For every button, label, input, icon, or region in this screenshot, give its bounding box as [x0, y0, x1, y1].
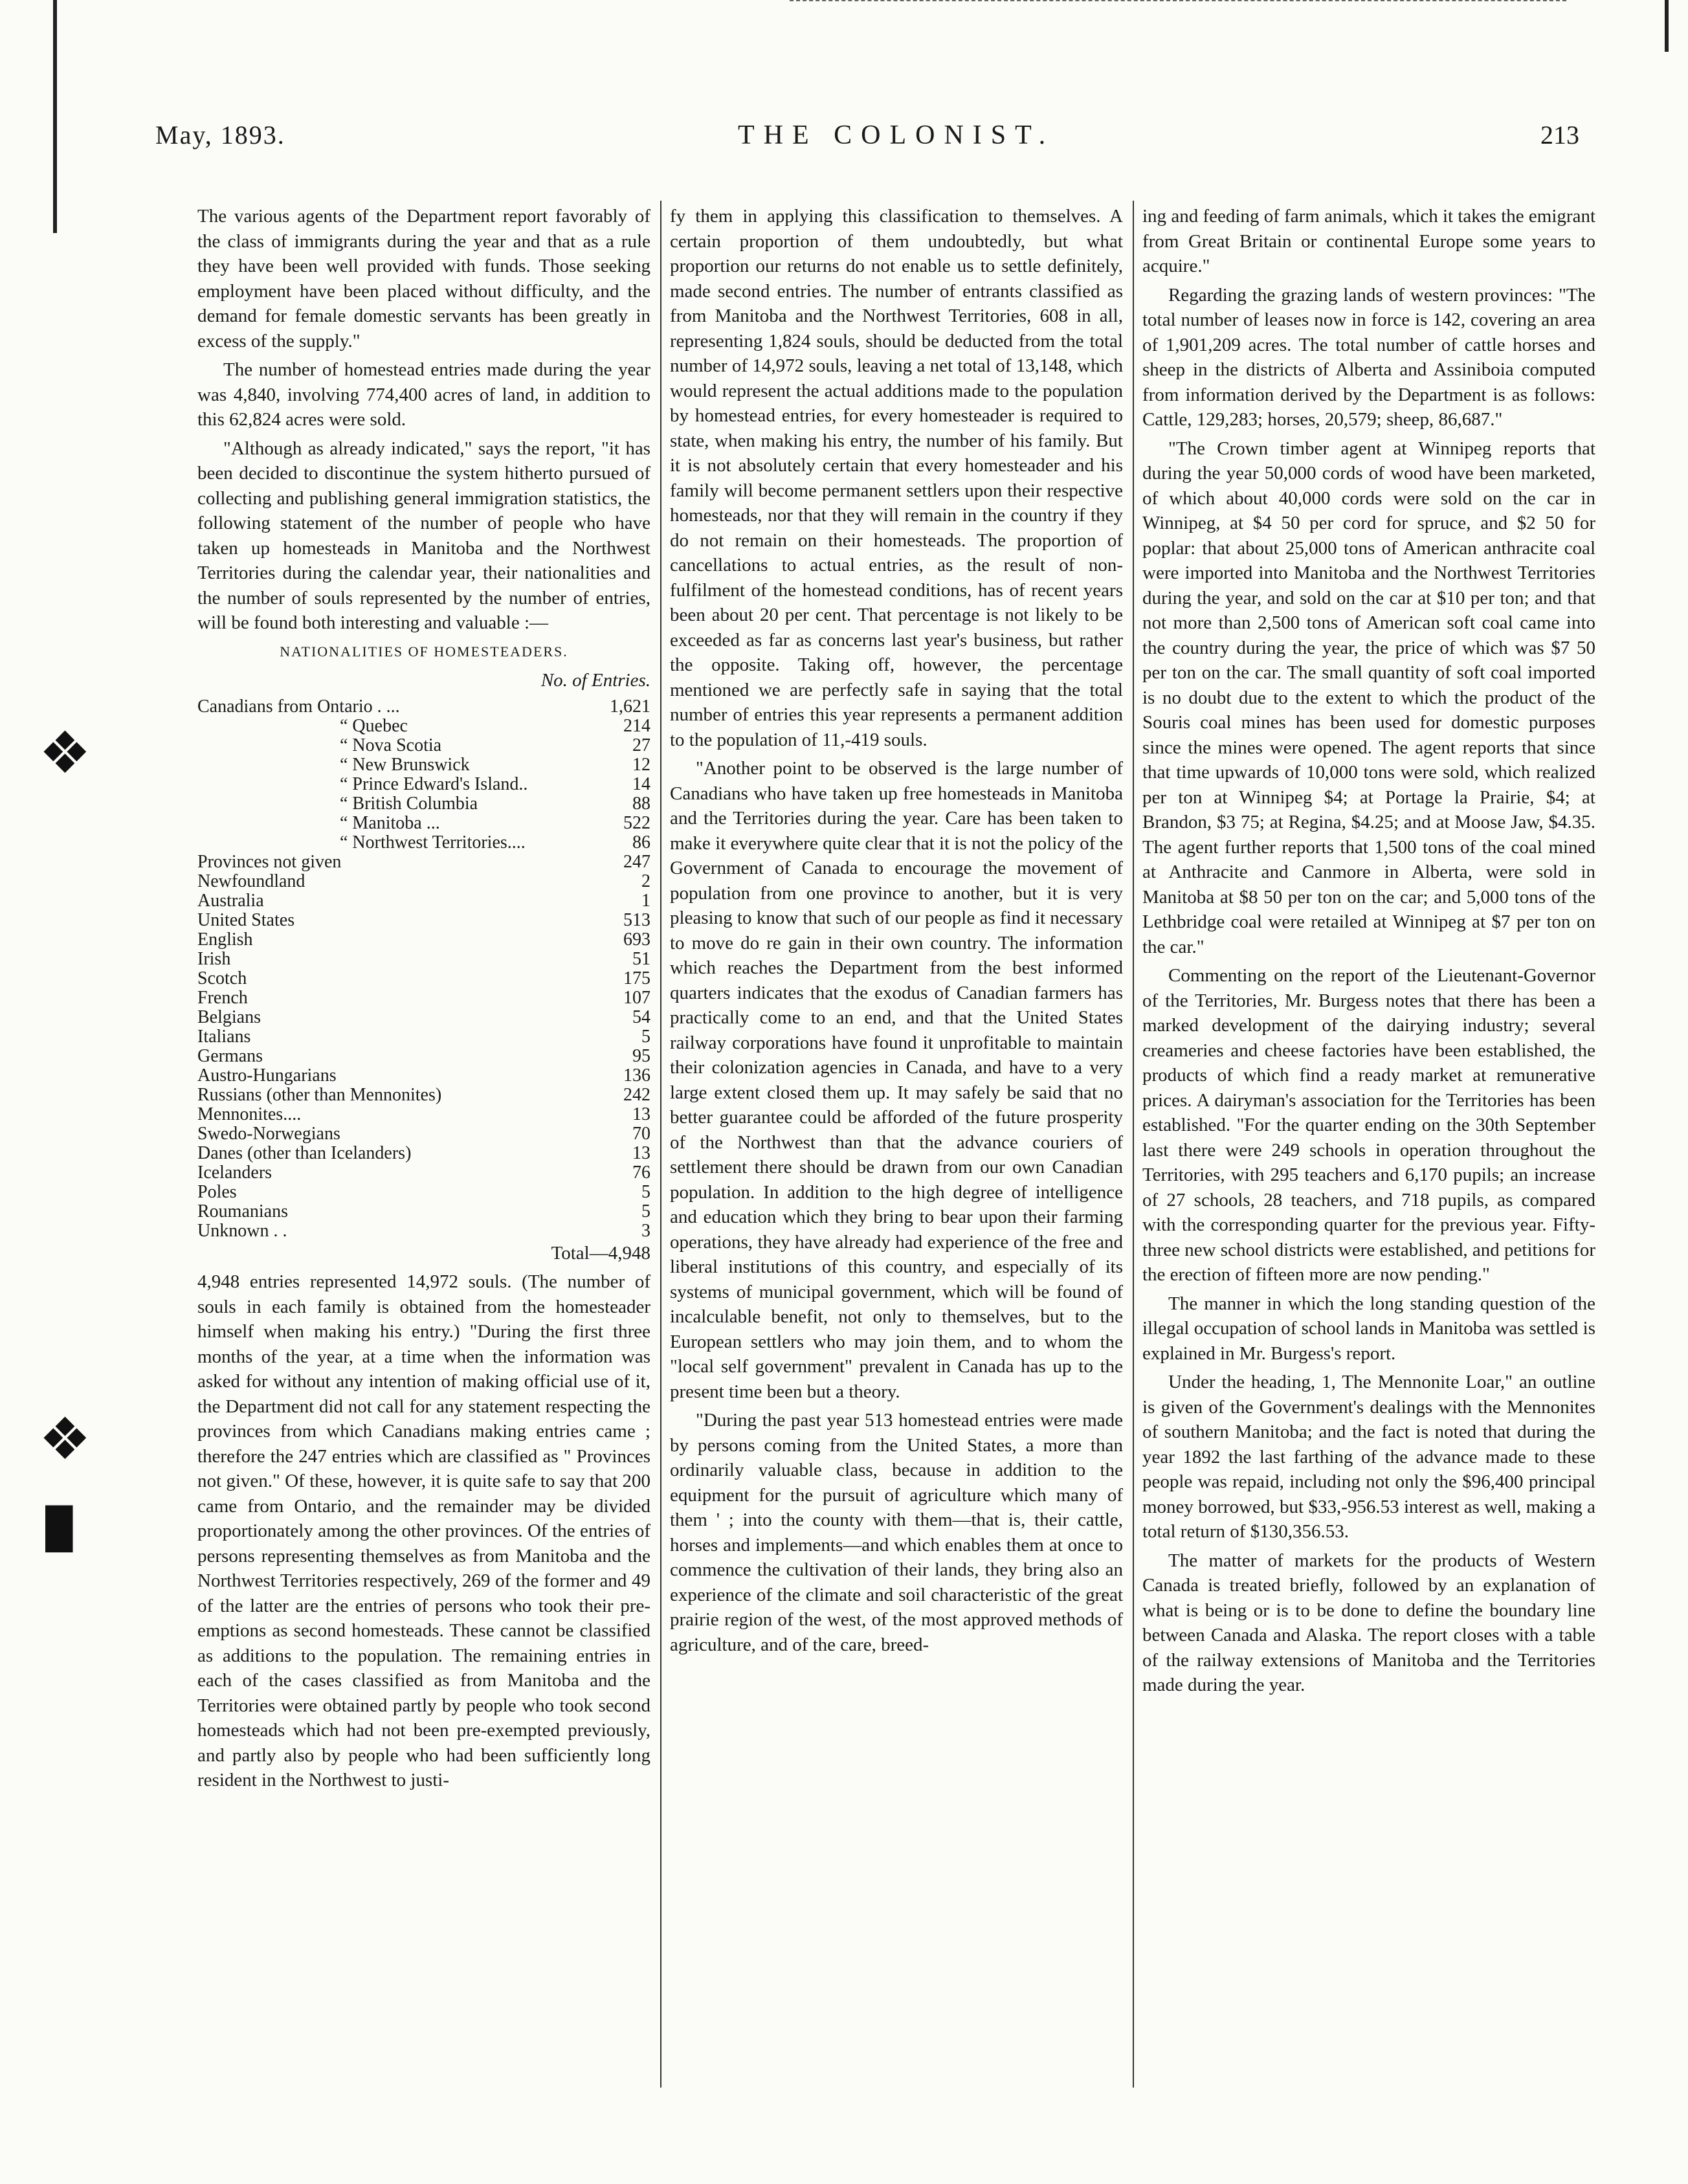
table-row — [197, 736, 650, 755]
entry-count: 214 — [623, 715, 650, 736]
entry-count: 70 — [632, 1123, 650, 1144]
table-row — [197, 930, 650, 950]
nationality-name: “ British Columbia — [340, 793, 478, 814]
table-row — [197, 1086, 650, 1105]
table-row — [197, 1221, 650, 1241]
entry-count: 107 — [623, 987, 650, 1008]
column-rule — [660, 201, 661, 2088]
table-row — [197, 717, 650, 736]
table-row — [197, 814, 650, 833]
paragraph: ing and feeding of farm animals, which it takes the emigrant from Great Britain or continental Europe some years to acquire." — [1142, 206, 1595, 276]
nationality-name: Unknown . . — [197, 1220, 287, 1241]
paragraph: "The Crown timber agent at Winnipeg reports that during the year 50,000 cords of wood have been marketed, of which about 40,000 cords were sold on the car in Winnipeg, at $4 50 per cord for spruce, and $2 50 for poplar: that about 25,000 tons of American anthracite coal were imported into Manitoba and the Northwest Territories during the year, and sold on the car at $10 per ton; and that not more than 2,500 tons of American soft coal came into the country during the year, the price of which was $7 50 per ton on the car. The small quantity of soft coal imported is no doubt due to the extent to which the product of the Souris coal mines has been used for domestic purposes since the mines were opened. The agent reports that since that time upwards of 10,000 tons were sold, which realized per ton at Winnipeg $4; at Portage la Prairie, $4; at Brandon, $3 75; at Regina, $4.25; and at Moose Jaw, $4.35. The agent further reports that 1,500 tons of the coal mined at Anthracite and Canmore in Alberta, were sold in Manitoba at $8 50 per ton on the car; and 5,000 tons of the Lethbridge coal were retailed at Winnipeg at $7 per ton on the car." — [1142, 438, 1595, 957]
nationality-name: Provinces not given — [197, 851, 342, 872]
column-1 — [197, 204, 650, 1797]
nationality-name: Swedo-Norwegians — [197, 1123, 340, 1144]
table-total: Total—4,948 — [551, 1242, 650, 1264]
nationality-name: “ New Brunswick — [340, 754, 470, 775]
table-row — [197, 891, 650, 911]
entry-count: 247 — [623, 851, 650, 872]
table-row — [197, 1202, 650, 1221]
nationality-name: Irish — [197, 948, 231, 969]
table-row — [197, 1027, 650, 1047]
nationalities-table — [197, 697, 650, 1241]
paragraph: Under the heading, 1, The Mennonite Loar," an outline is given of the Government's dealings with the Mennonites of southern Manitoba; and the fact is noted that during the year 1892 the last farthing of the advance made to these people was repaid, including not only the $96,400 principal money borrowed, but $33,-956.53 interest as well, making a total return of $130,356.53. — [1142, 1372, 1595, 1542]
table-row — [197, 1105, 650, 1124]
entry-count: 5 — [641, 1181, 650, 1202]
table-row — [197, 1066, 650, 1086]
nationality-name: Russians (other than Mennonites) — [197, 1084, 442, 1105]
table-row — [197, 1124, 650, 1144]
entry-count: 3 — [641, 1220, 650, 1241]
nationality-name: English — [197, 929, 253, 950]
nationality-name: “ Prince Edward's Island.. — [340, 774, 528, 794]
right-margin-mark — [1665, 0, 1669, 52]
paragraph: The manner in which the long standing question of the illegal occupation of school lands in Manitoba was settled is explained in Mr. Burgess's report. — [1142, 1293, 1595, 1364]
entry-count: 14 — [632, 774, 650, 794]
nationality-name: Canadians from Ontario . ... — [197, 696, 400, 717]
entry-count: 522 — [623, 812, 650, 833]
entry-count: 693 — [623, 929, 650, 950]
left-margin-mark — [53, 0, 57, 233]
paragraph: "Although as already indicated," says the report, "it has been decided to discontinue the system hitherto pursued of collecting and publishing general immigration statistics, the following statement of the number of people who have taken up homesteads in Manitoba and the Northwest Territories during the calendar year, their nationalities and the number of souls represented by the number of entries, will be found both interesting and valuable :— — [197, 438, 650, 633]
page-header — [155, 120, 1579, 159]
entry-count: 51 — [632, 948, 650, 969]
entry-count: 54 — [632, 1007, 650, 1027]
top-edge-marks — [790, 0, 1566, 8]
table-row — [197, 794, 650, 814]
entry-count: 12 — [632, 754, 650, 775]
entry-count: 95 — [632, 1045, 650, 1066]
nationality-name: French — [197, 987, 248, 1008]
paragraph: The matter of markets for the products of Western Canada is treated briefly, followed by an explanation of what is being or is to be done to define the boundary line between Canada and Alaska. The report closes with a table of the railway extensions of Manitoba and the Territories made during the year. — [1142, 1550, 1595, 1695]
entry-count: 513 — [623, 909, 650, 930]
table-row — [197, 852, 650, 872]
entry-count: 1,621 — [610, 696, 650, 717]
nationality-name: Germans — [197, 1045, 263, 1066]
nationality-name: “ Northwest Territories.... — [340, 832, 526, 852]
entry-count: 175 — [623, 968, 650, 988]
table-row — [197, 1163, 650, 1183]
paragraph: The number of homestead entries made during the year was 4,840, involving 774,400 acres of land, in addition to this 62,824 acres were sold. — [197, 359, 650, 430]
header-date: May, 1893. — [155, 120, 285, 150]
binding-hole-mark: ❖ — [39, 1408, 91, 1472]
nationality-name: Poles — [197, 1181, 237, 1202]
nationality-name: Scotch — [197, 968, 247, 988]
table-row — [197, 1008, 650, 1027]
nationality-name: “ Nova Scotia — [340, 735, 442, 755]
paragraph: fy them in applying this classification to themselves. A certain proportion of them undoubtedly, but what proportion our returns do not enable us to settle definitely, made second entries. The number of entrants classified as from Manitoba and the Northwest Territories, 608 in all, representing 1,824 souls, should be deducted from the total number of 14,972 souls, leaving a net total of 13,148, which would represent the actual additions made to the population by homestead entries, for every homesteader is required to state, when making his entry, the number of his family. But it is not absolutely certain that every homesteader and his family will become permanent settlers upon their respective homesteads, nor that they will remain in the country if they do not remain on their homesteads. The proportion of cancellations to actual entries, as the result of non-fulfilment of the homestead conditions, has of recent years been about 20 per cent. That percentage is not likely to be exceeded as far as concerns last year's business, but rather the opposite. Taking off, however, the percentage mentioned we are perfectly safe in saying that the total number of entries this year represents a permanent addition to the population of 11,-419 souls. — [670, 206, 1123, 750]
nationality-name: Belgians — [197, 1007, 261, 1027]
nationality-name: “ Quebec — [340, 715, 408, 736]
nationality-name: United States — [197, 909, 295, 930]
nationality-name: Mennonites.... — [197, 1104, 302, 1124]
entry-count: 13 — [632, 1142, 650, 1163]
table-row — [197, 950, 650, 969]
entry-count: 2 — [641, 871, 650, 891]
paragraph: "Another point to be observed is the large number of Canadians who have taken up free homesteads in Manitoba and the Territories during the year. Care has been taken to make it everywhere quite clear that it is not the policy of the Government of Canada to encourage the movement of population from one province to another, but it is very pleasing to know that such of our people as find it necessary to move do re gain in their own country. The information which reaches the Department from the best informed quarters indicates that the exodus of Canadian farmers has practically come to an end, and that the United States railway corporations have found it unprofitable to maintain their colonization agencies in Canada, and have to a very large extent closed them up. It may safely be said that no better guarantee could be afforded of the future prosperity of the Northwest than that the advance couriers of settlement there should be drawn from our own Canadian population. In addition to the high degree of intelligence and education which they bring to bear upon their farming operations, they have already had experience of the free and liberal institutions of this country, and especially of its systems of municipal government, which will be found of incalculable benefit, not only to themselves, but to the European settlers who may join them, and to whom the "local self government" prevalent in Canada has up to the present time been but a theory. — [670, 758, 1123, 1402]
nationality-name: “ Manitoba ... — [340, 812, 440, 833]
nationality-name: Danes (other than Icelanders) — [197, 1142, 412, 1163]
nationality-name: Newfoundland — [197, 871, 305, 891]
entry-count: 1 — [641, 890, 650, 911]
table-row — [197, 1144, 650, 1163]
paragraph: "During the past year 513 homestead entries were made by persons coming from the United States, a more than ordinarily valuable class, because in addition to the equipment for the pursuit of agriculture which many of them ' ; into the county with them—that is, their cattle, horses and implements—and which enables them at once to commence the cultivation of their lands, they bring also an experience of the climate and soil characteristic of the great prairie region of the west, of the most approved methods of agriculture, and of the care, breed- — [670, 1410, 1123, 1655]
entry-count: 5 — [641, 1026, 650, 1047]
column-3 — [1142, 204, 1595, 1702]
entry-count: 27 — [632, 735, 650, 755]
entry-count: 86 — [632, 832, 650, 852]
table-row — [197, 833, 650, 852]
entry-count: 136 — [623, 1065, 650, 1086]
nationality-name: Australia — [197, 890, 264, 911]
paragraph: Commenting on the report of the Lieutenant-Governor of the Territories, Mr. Burgess notes that there has been a marked development of the dairying industry; several creameries and cheese factories have been established, the products of which find a ready market at remunerative prices. A dairyman's association for the Territories has been established. "For the quarter ending on the 30th September last there were 249 schools in operation throughout the Territories, with 295 teachers and 6,170 pupils; an increase of 27 schools, 28 teachers, and 718 pupils, as compared with the corresponding quarter for the previous year. Fifty-three new school districts were established, and petitions for the erection of fifteen more are now pending." — [1142, 965, 1595, 1285]
nationality-name: Roumanians — [197, 1201, 288, 1221]
table-row — [197, 1047, 650, 1066]
paragraph: 4,948 entries represented 14,972 souls. (The number of souls in each family is obtained from the homesteader himself when making his entry.) "During the first three months of the year, at a time when the information was asked for without any intention of making official use of it, the Department did not call for any statement respecting the provinces from which Canadians making entries came ; therefore the 247 entries which are classified as " Provinces not given." Of these, however, it is quite safe to say that 200 came from Ontario, and the remainder may be divided proportionately among the other provinces. Of the entries of persons representing themselves as from Manitoba and the Northwest Territories respectively, 269 of the former and 49 of the latter are the entries of persons who took their pre-emptions as second homesteads. These cannot be classified as additions to the population. The remaining entries in each of the cases classified as from Manitoba and the Territories were obtained partly by people who took second homesteads which had not been pre-exempted previously, and partly also by people who had been sufficiently long resident in the Northwest to justi- — [197, 1271, 650, 1790]
table-row — [197, 1183, 650, 1202]
entry-count: 242 — [623, 1084, 650, 1105]
table-header: No. of Entries. — [540, 670, 650, 691]
column-2 — [670, 204, 1123, 1661]
column-rule — [1133, 201, 1134, 2088]
paragraph: The various agents of the Department report favorably of the class of immigrants during the year and that as a rule they have been well provided with funds. Those seeking employment have been placed without difficulty, and the demand for female domestic servants has been greatly in excess of the supply." — [197, 206, 650, 351]
binding-hole-mark: █ — [45, 1506, 73, 1549]
table-title: NATIONALITIES OF HOMESTEADERS. — [280, 643, 568, 660]
table-row — [197, 872, 650, 891]
nationality-name: Icelanders — [197, 1162, 272, 1183]
header-title: THE COLONIST. — [738, 120, 1055, 150]
table-row — [197, 988, 650, 1008]
entry-count: 88 — [632, 793, 650, 814]
paragraph: Regarding the grazing lands of western provinces: "The total number of leases now in force is 142, covering an area of 1,901,209 acres. The total number of cattle horses and sheep in the districts of Alberta and Assiniboia computed from information derived by the Department is as follows: Cattle, 129,283; horses, 20,579; sheep, 86,687." — [1142, 284, 1595, 430]
entry-count: 13 — [632, 1104, 650, 1124]
nationality-name: Austro-Hungarians — [197, 1065, 337, 1086]
nationality-name: Italians — [197, 1026, 251, 1047]
entry-count: 5 — [641, 1201, 650, 1221]
entry-count: 76 — [632, 1162, 650, 1183]
table-row — [197, 775, 650, 794]
page-number: 213 — [1540, 120, 1579, 150]
table-row — [197, 969, 650, 988]
table-row — [197, 755, 650, 775]
table-row — [197, 697, 650, 717]
binding-hole-mark: ❖ — [39, 722, 91, 786]
table-row — [197, 911, 650, 930]
